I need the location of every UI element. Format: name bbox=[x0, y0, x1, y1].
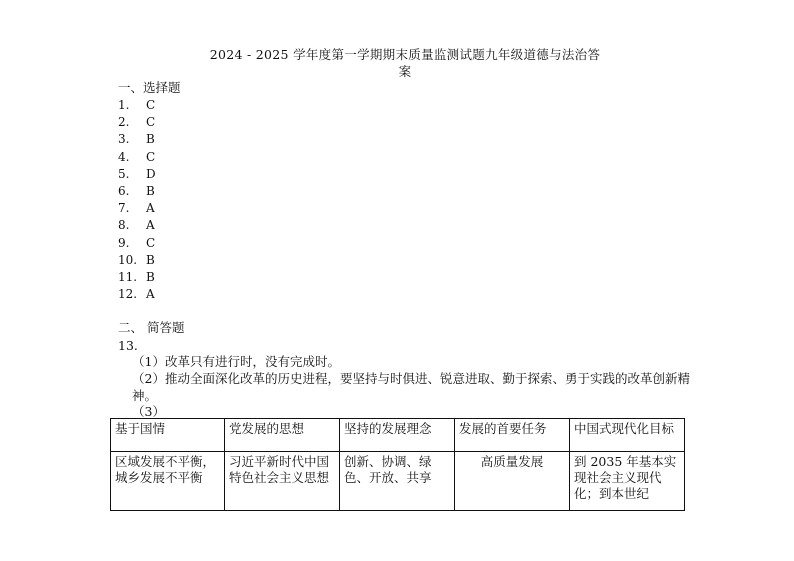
question-number: 10. bbox=[118, 252, 138, 267]
list-item bbox=[118, 269, 156, 286]
table-cell: 创新、协调、绿色、开放、共享 bbox=[340, 452, 455, 511]
list-item bbox=[118, 286, 156, 303]
table-cell: 到 2035 年基本实现社会主义现代化；到本世纪 bbox=[570, 452, 685, 511]
question-number: 4. bbox=[118, 149, 130, 164]
question-number: 6. bbox=[118, 183, 130, 198]
list-item bbox=[118, 114, 156, 131]
question-number: 8. bbox=[118, 218, 130, 233]
answer-letter: C bbox=[146, 149, 156, 164]
answer-letter: C bbox=[146, 98, 156, 112]
table-header-cell: 中国式现代化目标 bbox=[570, 419, 685, 452]
q13-part-2: （2）推动全面深化改革的历史进程，要坚持与时俱进、锐意进取、勤于探索、勇于实践的改革创新精神。 bbox=[132, 371, 690, 403]
question-number: 2. bbox=[118, 115, 130, 130]
list-item bbox=[118, 97, 156, 114]
table-header-cell: 坚持的发展理念 bbox=[340, 419, 455, 452]
question-number: 5. bbox=[118, 166, 130, 181]
table-cell: 习近平新时代中国特色社会主义思想 bbox=[225, 452, 340, 511]
answer-letter: C bbox=[146, 235, 156, 250]
table-cell: 区域发展不平衡，城乡发展不平衡 bbox=[111, 452, 225, 511]
list-item bbox=[118, 200, 156, 217]
question-13-number: 13. bbox=[118, 338, 138, 353]
table-header-cell: 党发展的思想 bbox=[225, 419, 340, 452]
list-item bbox=[118, 217, 156, 234]
answer-letter: A bbox=[146, 218, 155, 233]
table-header-cell: 基于国情 bbox=[111, 419, 225, 452]
table-row bbox=[111, 452, 685, 511]
table-cell: 高质量发展 bbox=[455, 452, 570, 511]
title-line-2: 案 bbox=[398, 64, 412, 79]
answer-letter: D bbox=[146, 166, 156, 181]
title-line-1: 2024 - 2025 学年度第一学期期末质量监测试题九年级道德与法治答 bbox=[209, 47, 601, 62]
answer-table bbox=[110, 418, 685, 511]
answer-letter: B bbox=[146, 132, 155, 147]
section-heading-choice: 一、选择题 bbox=[118, 80, 181, 95]
answer-letter: C bbox=[146, 115, 156, 130]
list-item bbox=[118, 235, 156, 252]
answer-letter: A bbox=[146, 201, 155, 216]
table-header-cell: 发展的首要任务 bbox=[455, 419, 570, 452]
list-item bbox=[118, 131, 156, 148]
question-number: 9. bbox=[118, 235, 130, 250]
question-number: 3. bbox=[118, 132, 130, 147]
list-item bbox=[118, 149, 156, 166]
question-number: 7. bbox=[118, 201, 130, 216]
section-heading-short-answer: 二、 简答题 bbox=[118, 320, 185, 335]
q13-part-3: （3） bbox=[132, 404, 165, 419]
question-number: 11. bbox=[118, 269, 138, 284]
answer-letter: B bbox=[146, 183, 155, 198]
list-item bbox=[118, 252, 156, 269]
answer-letter: A bbox=[146, 287, 155, 302]
question-number: 12. bbox=[118, 287, 138, 302]
question-number: 1. bbox=[118, 98, 130, 112]
q13-part-1: （1）改革只有进行时，没有完成时。 bbox=[132, 354, 340, 369]
answer-letter: B bbox=[146, 252, 155, 267]
list-item bbox=[118, 166, 156, 183]
answer-letter: B bbox=[146, 269, 155, 284]
document-title bbox=[110, 46, 700, 80]
list-item bbox=[118, 183, 156, 200]
choice-answer-list bbox=[118, 97, 156, 303]
table-header-row bbox=[111, 419, 685, 452]
